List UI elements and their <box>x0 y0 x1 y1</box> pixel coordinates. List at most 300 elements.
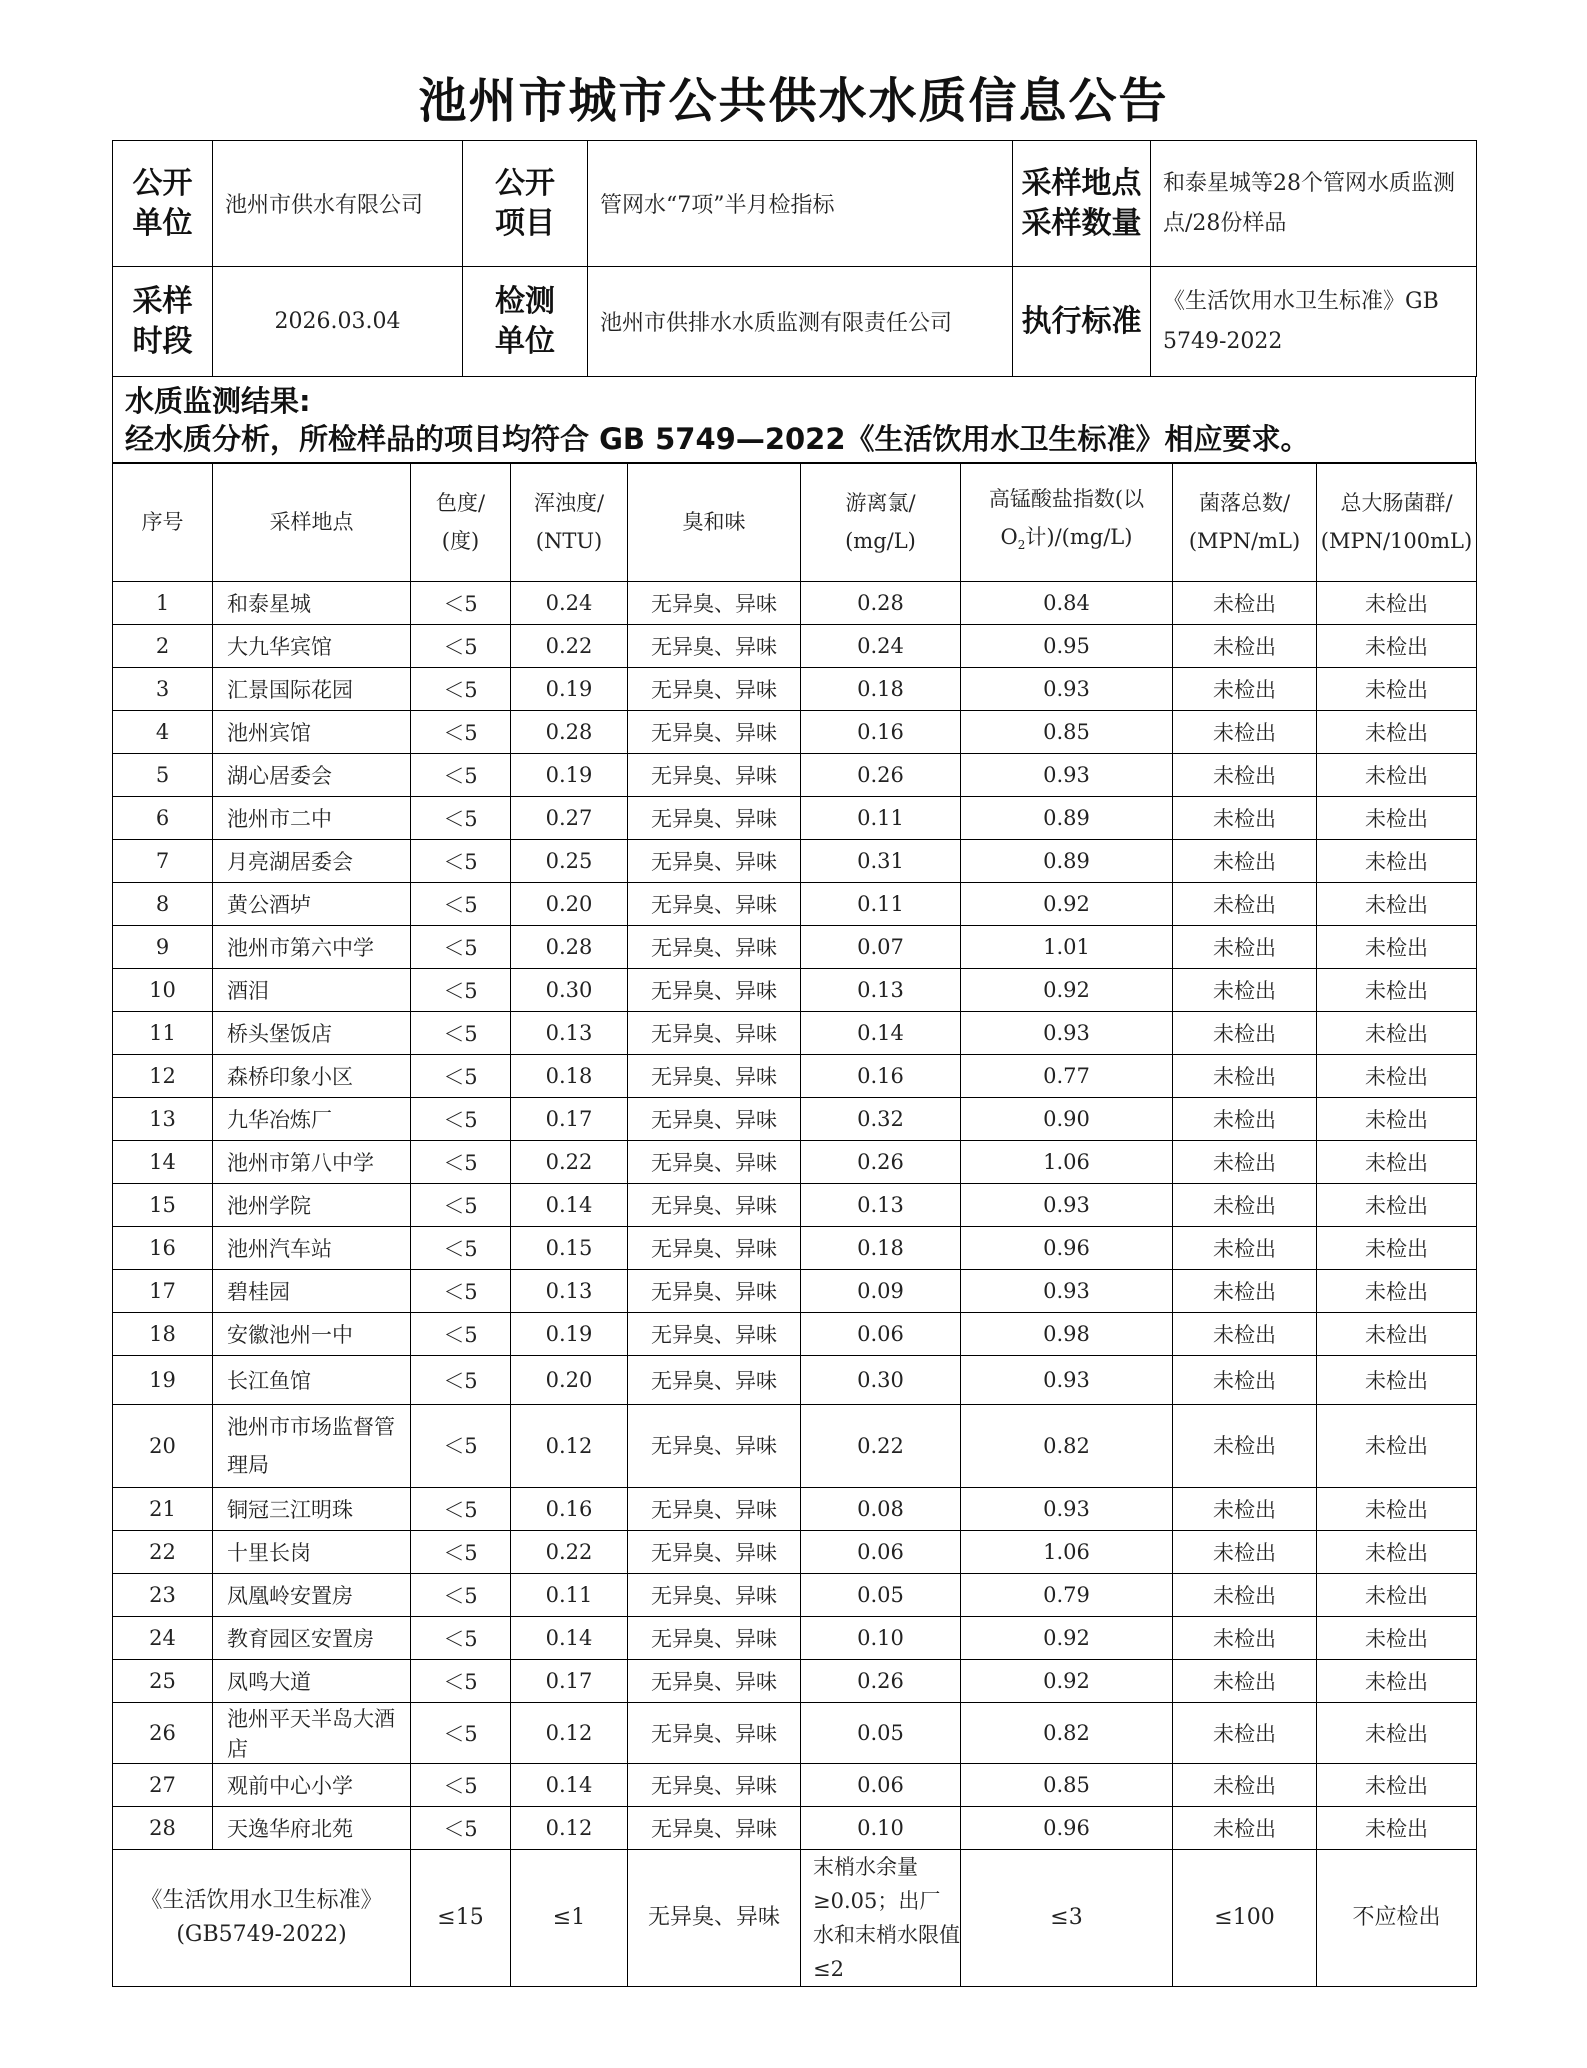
row-chlorine: 0.09 <box>801 1270 961 1313</box>
row-odor: 无异臭、异味 <box>628 1574 801 1617</box>
row-index: 19 <box>113 1356 213 1405</box>
row-color: ＜5 <box>411 840 511 883</box>
row-color: ＜5 <box>411 926 511 969</box>
row-coliform: 未检出 <box>1317 582 1477 625</box>
row-index: 7 <box>113 840 213 883</box>
row-index: 10 <box>113 969 213 1012</box>
row-permanganate: 0.89 <box>961 840 1173 883</box>
row-odor: 无异臭、异味 <box>628 711 801 754</box>
row-index: 17 <box>113 1270 213 1313</box>
disclosure-unit-label: 公开 单位 <box>113 141 213 267</box>
row-coliform: 未检出 <box>1317 1227 1477 1270</box>
row-coliform: 未检出 <box>1317 797 1477 840</box>
row-color: ＜5 <box>411 1055 511 1098</box>
row-chlorine: 0.06 <box>801 1764 961 1807</box>
row-chlorine: 0.22 <box>801 1405 961 1488</box>
row-odor: 无异臭、异味 <box>628 582 801 625</box>
row-coliform: 未检出 <box>1317 1703 1477 1764</box>
table-row <box>113 1488 1477 1531</box>
table-row <box>113 1807 1477 1850</box>
row-colony: 未检出 <box>1173 1488 1317 1531</box>
row-permanganate: 0.77 <box>961 1055 1173 1098</box>
row-permanganate: 0.93 <box>961 1184 1173 1227</box>
col-header-coliform: 总大肠菌群/ (MPN/100mL) <box>1317 463 1477 582</box>
table-row <box>113 797 1477 840</box>
row-color: ＜5 <box>411 1356 511 1405</box>
row-location: 教育园区安置房 <box>213 1617 411 1660</box>
row-chlorine: 0.10 <box>801 1807 961 1850</box>
row-colony: 未检出 <box>1173 711 1317 754</box>
row-location: 湖心居委会 <box>213 754 411 797</box>
row-location: 月亮湖居委会 <box>213 840 411 883</box>
row-turbidity: 0.14 <box>511 1617 628 1660</box>
row-color: ＜5 <box>411 1764 511 1807</box>
row-coliform: 未检出 <box>1317 668 1477 711</box>
row-permanganate: 0.85 <box>961 1764 1173 1807</box>
row-chlorine: 0.28 <box>801 582 961 625</box>
table-row <box>113 1660 1477 1703</box>
row-permanganate: 1.06 <box>961 1141 1173 1184</box>
row-turbidity: 0.12 <box>511 1405 628 1488</box>
row-location: 酒泪 <box>213 969 411 1012</box>
row-odor: 无异臭、异味 <box>628 1227 801 1270</box>
row-coliform: 未检出 <box>1317 1531 1477 1574</box>
row-location: 铜冠三江明珠 <box>213 1488 411 1531</box>
limit-color: ≤15 <box>411 1850 511 1987</box>
row-location: 池州平天半岛大酒店 <box>213 1703 411 1764</box>
row-coliform: 未检出 <box>1317 1184 1477 1227</box>
sampling-period: 2026.03.04 <box>213 267 463 377</box>
row-color: ＜5 <box>411 883 511 926</box>
row-color: ＜5 <box>411 1488 511 1531</box>
row-chlorine: 0.13 <box>801 969 961 1012</box>
row-chlorine: 0.24 <box>801 625 961 668</box>
row-turbidity: 0.22 <box>511 1531 628 1574</box>
row-index: 28 <box>113 1807 213 1850</box>
row-index: 5 <box>113 754 213 797</box>
row-odor: 无异臭、异味 <box>628 668 801 711</box>
row-index: 11 <box>113 1012 213 1055</box>
row-coliform: 未检出 <box>1317 1807 1477 1850</box>
row-colony: 未检出 <box>1173 1531 1317 1574</box>
row-index: 24 <box>113 1617 213 1660</box>
row-turbidity: 0.12 <box>511 1703 628 1764</box>
row-index: 18 <box>113 1313 213 1356</box>
row-location: 池州市第八中学 <box>213 1141 411 1184</box>
row-turbidity: 0.11 <box>511 1574 628 1617</box>
row-turbidity: 0.12 <box>511 1807 628 1850</box>
row-colony: 未检出 <box>1173 1055 1317 1098</box>
row-index: 3 <box>113 668 213 711</box>
row-permanganate: 0.96 <box>961 1227 1173 1270</box>
sampling-period-label: 采样 时段 <box>113 267 213 377</box>
row-permanganate: 0.82 <box>961 1703 1173 1764</box>
col-header-color: 色度/ (度) <box>411 463 511 582</box>
row-chlorine: 0.14 <box>801 1012 961 1055</box>
row-permanganate: 0.93 <box>961 1356 1173 1405</box>
row-location: 九华冶炼厂 <box>213 1098 411 1141</box>
row-color: ＜5 <box>411 1703 511 1764</box>
row-location: 观前中心小学 <box>213 1764 411 1807</box>
row-coliform: 未检出 <box>1317 1405 1477 1488</box>
row-location: 和泰星城 <box>213 582 411 625</box>
row-permanganate: 0.96 <box>961 1807 1173 1850</box>
row-chlorine: 0.16 <box>801 1055 961 1098</box>
row-odor: 无异臭、异味 <box>628 797 801 840</box>
row-coliform: 未检出 <box>1317 1488 1477 1531</box>
row-colony: 未检出 <box>1173 1807 1317 1850</box>
row-colony: 未检出 <box>1173 1098 1317 1141</box>
row-colony: 未检出 <box>1173 926 1317 969</box>
table-row <box>113 754 1477 797</box>
row-odor: 无异臭、异味 <box>628 1012 801 1055</box>
row-colony: 未检出 <box>1173 1764 1317 1807</box>
row-chlorine: 0.30 <box>801 1356 961 1405</box>
table-row <box>113 969 1477 1012</box>
table-row <box>113 1405 1477 1488</box>
row-index: 1 <box>113 582 213 625</box>
row-permanganate: 0.84 <box>961 582 1173 625</box>
row-location: 池州学院 <box>213 1184 411 1227</box>
limit-colony: ≤100 <box>1173 1850 1317 1987</box>
row-odor: 无异臭、异味 <box>628 1531 801 1574</box>
limit-permanganate: ≤3 <box>961 1850 1173 1987</box>
row-coliform: 未检出 <box>1317 1012 1477 1055</box>
row-color: ＜5 <box>411 797 511 840</box>
row-colony: 未检出 <box>1173 668 1317 711</box>
row-turbidity: 0.28 <box>511 926 628 969</box>
disclosure-item: 管网水“7项”半月检指标 <box>588 141 1013 267</box>
row-location: 桥头堡饭店 <box>213 1012 411 1055</box>
row-colony: 未检出 <box>1173 1405 1317 1488</box>
row-permanganate: 0.98 <box>961 1313 1173 1356</box>
row-color: ＜5 <box>411 969 511 1012</box>
row-chlorine: 0.10 <box>801 1617 961 1660</box>
row-colony: 未检出 <box>1173 1270 1317 1313</box>
table-row <box>113 1703 1477 1764</box>
standard-value: 《生活饮用水卫生标准》GB 5749-2022 <box>1151 267 1477 377</box>
row-coliform: 未检出 <box>1317 1055 1477 1098</box>
result-heading: 水质监测结果: <box>125 384 311 418</box>
row-color: ＜5 <box>411 1574 511 1617</box>
row-turbidity: 0.20 <box>511 883 628 926</box>
table-row <box>113 883 1477 926</box>
row-location: 碧桂园 <box>213 1270 411 1313</box>
row-location: 池州市二中 <box>213 797 411 840</box>
row-permanganate: 0.82 <box>961 1405 1173 1488</box>
row-permanganate: 0.93 <box>961 754 1173 797</box>
standard-label: 执行标准 <box>1013 267 1151 377</box>
row-permanganate: 0.92 <box>961 969 1173 1012</box>
row-chlorine: 0.16 <box>801 711 961 754</box>
page-title: 池州市城市公共供水水质信息公告 <box>418 73 1169 129</box>
row-index: 22 <box>113 1531 213 1574</box>
table-row <box>113 1531 1477 1574</box>
row-colony: 未检出 <box>1173 840 1317 883</box>
row-colony: 未检出 <box>1173 754 1317 797</box>
result-block <box>113 377 1476 464</box>
row-chlorine: 0.26 <box>801 1660 961 1703</box>
testing-unit: 池州市供排水水质监测有限责任公司 <box>588 267 1013 377</box>
row-location: 大九华宾馆 <box>213 625 411 668</box>
row-index: 23 <box>113 1574 213 1617</box>
row-color: ＜5 <box>411 1227 511 1270</box>
row-odor: 无异臭、异味 <box>628 1356 801 1405</box>
row-location: 十里长岗 <box>213 1531 411 1574</box>
row-colony: 未检出 <box>1173 1012 1317 1055</box>
row-odor: 无异臭、异味 <box>628 1807 801 1850</box>
row-turbidity: 0.25 <box>511 840 628 883</box>
row-odor: 无异臭、异味 <box>628 1488 801 1531</box>
row-odor: 无异臭、异味 <box>628 1098 801 1141</box>
row-color: ＜5 <box>411 1617 511 1660</box>
row-location: 池州市市场监督管理局 <box>213 1405 411 1488</box>
table-row <box>113 625 1477 668</box>
row-turbidity: 0.22 <box>511 1141 628 1184</box>
row-permanganate: 0.89 <box>961 797 1173 840</box>
row-color: ＜5 <box>411 711 511 754</box>
row-index: 14 <box>113 1141 213 1184</box>
row-index: 6 <box>113 797 213 840</box>
row-odor: 无异臭、异味 <box>628 883 801 926</box>
table-row <box>113 1764 1477 1807</box>
row-turbidity: 0.22 <box>511 625 628 668</box>
row-permanganate: 0.85 <box>961 711 1173 754</box>
row-chlorine: 0.18 <box>801 668 961 711</box>
result-summary: 经水质分析，所检样品的项目均符合 GB 5749—2022《生活饮用水卫生标准》相应要求。 <box>125 422 1310 456</box>
row-coliform: 未检出 <box>1317 883 1477 926</box>
row-chlorine: 0.26 <box>801 1141 961 1184</box>
row-index: 8 <box>113 883 213 926</box>
row-turbidity: 0.30 <box>511 969 628 1012</box>
row-chlorine: 0.05 <box>801 1703 961 1764</box>
row-color: ＜5 <box>411 1012 511 1055</box>
col-header-odor: 臭和味 <box>628 463 801 582</box>
table-row <box>113 1012 1477 1055</box>
row-coliform: 未检出 <box>1317 754 1477 797</box>
row-index: 12 <box>113 1055 213 1098</box>
row-colony: 未检出 <box>1173 883 1317 926</box>
row-chlorine: 0.13 <box>801 1184 961 1227</box>
row-odor: 无异臭、异味 <box>628 1184 801 1227</box>
row-index: 26 <box>113 1703 213 1764</box>
row-turbidity: 0.14 <box>511 1764 628 1807</box>
row-permanganate: 0.93 <box>961 1270 1173 1313</box>
row-permanganate: 0.93 <box>961 668 1173 711</box>
table-row <box>113 1574 1477 1617</box>
row-location: 池州市第六中学 <box>213 926 411 969</box>
col-header-chlorine: 游离氯/ (mg/L) <box>801 463 961 582</box>
row-odor: 无异臭、异味 <box>628 1313 801 1356</box>
table-row <box>113 840 1477 883</box>
row-coliform: 未检出 <box>1317 625 1477 668</box>
row-chlorine: 0.18 <box>801 1227 961 1270</box>
row-turbidity: 0.18 <box>511 1055 628 1098</box>
row-odor: 无异臭、异味 <box>628 625 801 668</box>
row-colony: 未检出 <box>1173 1227 1317 1270</box>
row-color: ＜5 <box>411 1405 511 1488</box>
row-coliform: 未检出 <box>1317 1764 1477 1807</box>
row-colony: 未检出 <box>1173 582 1317 625</box>
table-row <box>113 1313 1477 1356</box>
row-index: 16 <box>113 1227 213 1270</box>
row-color: ＜5 <box>411 668 511 711</box>
limit-turbidity: ≤1 <box>511 1850 628 1987</box>
row-location: 凤鸣大道 <box>213 1660 411 1703</box>
row-color: ＜5 <box>411 1184 511 1227</box>
row-odor: 无异臭、异味 <box>628 1617 801 1660</box>
table-row <box>113 926 1477 969</box>
row-coliform: 未检出 <box>1317 969 1477 1012</box>
row-index: 27 <box>113 1764 213 1807</box>
row-index: 25 <box>113 1660 213 1703</box>
row-chlorine: 0.11 <box>801 797 961 840</box>
standard-row-label: 《生活饮用水卫生标准》 (GB5749-2022) <box>113 1850 411 1987</box>
row-chlorine: 0.32 <box>801 1098 961 1141</box>
row-location: 汇景国际花园 <box>213 668 411 711</box>
row-coliform: 未检出 <box>1317 1098 1477 1141</box>
row-location: 长江鱼馆 <box>213 1356 411 1405</box>
row-permanganate: 0.95 <box>961 625 1173 668</box>
row-location: 黄公酒垆 <box>213 883 411 926</box>
row-index: 13 <box>113 1098 213 1141</box>
table-row <box>113 1184 1477 1227</box>
row-turbidity: 0.27 <box>511 797 628 840</box>
row-color: ＜5 <box>411 582 511 625</box>
row-colony: 未检出 <box>1173 1617 1317 1660</box>
col-header-permanganate: 高锰酸盐指数(以 $O_2$计)/(mg/L) <box>961 463 1173 582</box>
row-coliform: 未检出 <box>1317 1313 1477 1356</box>
table-row <box>113 1098 1477 1141</box>
row-colony: 未检出 <box>1173 969 1317 1012</box>
row-color: ＜5 <box>411 625 511 668</box>
row-odor: 无异臭、异味 <box>628 969 801 1012</box>
row-colony: 未检出 <box>1173 1313 1317 1356</box>
row-chlorine: 0.06 <box>801 1313 961 1356</box>
disclosure-unit: 池州市供水有限公司 <box>213 141 463 267</box>
row-coliform: 未检出 <box>1317 1270 1477 1313</box>
row-colony: 未检出 <box>1173 797 1317 840</box>
row-permanganate: 0.93 <box>961 1488 1173 1531</box>
row-color: ＜5 <box>411 1270 511 1313</box>
row-index: 2 <box>113 625 213 668</box>
result-section <box>112 376 1476 464</box>
row-odor: 无异臭、异味 <box>628 1141 801 1184</box>
row-location: 森桥印象小区 <box>213 1055 411 1098</box>
row-odor: 无异臭、异味 <box>628 1405 801 1488</box>
row-permanganate: 1.06 <box>961 1531 1173 1574</box>
row-permanganate: 1.01 <box>961 926 1173 969</box>
row-colony: 未检出 <box>1173 1574 1317 1617</box>
row-odor: 无异臭、异味 <box>628 1270 801 1313</box>
row-odor: 无异臭、异味 <box>628 1764 801 1807</box>
table-row <box>113 668 1477 711</box>
row-coliform: 未检出 <box>1317 1574 1477 1617</box>
row-turbidity: 0.13 <box>511 1270 628 1313</box>
row-location: 池州宾馆 <box>213 711 411 754</box>
standard-limits-row <box>113 1850 1477 1987</box>
row-index: 20 <box>113 1405 213 1488</box>
row-color: ＜5 <box>411 1531 511 1574</box>
row-coliform: 未检出 <box>1317 1617 1477 1660</box>
row-colony: 未检出 <box>1173 1356 1317 1405</box>
table-header-row <box>113 463 1477 582</box>
col-header-location: 采样地点 <box>213 463 411 582</box>
limit-chlorine: 末梢水余量≥0.05；出厂水和末梢水限值≤2 <box>801 1850 961 1987</box>
table-row <box>113 711 1477 754</box>
row-turbidity: 0.17 <box>511 1660 628 1703</box>
sampling-sites: 和泰星城等28个管网水质监测点/28份样品 <box>1151 141 1477 267</box>
row-colony: 未检出 <box>1173 1184 1317 1227</box>
row-turbidity: 0.13 <box>511 1012 628 1055</box>
row-location: 池州汽车站 <box>213 1227 411 1270</box>
row-chlorine: 0.08 <box>801 1488 961 1531</box>
row-permanganate: 0.92 <box>961 883 1173 926</box>
row-odor: 无异臭、异味 <box>628 754 801 797</box>
row-turbidity: 0.20 <box>511 1356 628 1405</box>
table-row <box>113 1055 1477 1098</box>
row-permanganate: 0.93 <box>961 1012 1173 1055</box>
sampling-sites-label: 采样地点 采样数量 <box>1013 141 1151 267</box>
row-odor: 无异臭、异味 <box>628 1055 801 1098</box>
col-header-index: 序号 <box>113 463 213 582</box>
table-row <box>113 1356 1477 1405</box>
row-turbidity: 0.28 <box>511 711 628 754</box>
row-chlorine: 0.06 <box>801 1531 961 1574</box>
row-index: 15 <box>113 1184 213 1227</box>
row-odor: 无异臭、异味 <box>628 840 801 883</box>
row-coliform: 未检出 <box>1317 1660 1477 1703</box>
row-color: ＜5 <box>411 1660 511 1703</box>
row-location: 安徽池州一中 <box>213 1313 411 1356</box>
row-chlorine: 0.11 <box>801 883 961 926</box>
row-color: ＜5 <box>411 1098 511 1141</box>
limit-coliform: 不应检出 <box>1317 1850 1477 1987</box>
row-colony: 未检出 <box>1173 625 1317 668</box>
testing-unit-label: 检测 单位 <box>463 267 588 377</box>
row-turbidity: 0.17 <box>511 1098 628 1141</box>
row-chlorine: 0.31 <box>801 840 961 883</box>
row-color: ＜5 <box>411 1807 511 1850</box>
row-turbidity: 0.19 <box>511 754 628 797</box>
row-index: 9 <box>113 926 213 969</box>
row-coliform: 未检出 <box>1317 926 1477 969</box>
row-permanganate: 0.79 <box>961 1574 1173 1617</box>
table-row <box>113 1227 1477 1270</box>
row-location: 天逸华府北苑 <box>213 1807 411 1850</box>
row-permanganate: 0.90 <box>961 1098 1173 1141</box>
row-index: 4 <box>113 711 213 754</box>
row-colony: 未检出 <box>1173 1660 1317 1703</box>
row-turbidity: 0.19 <box>511 668 628 711</box>
results-table <box>112 462 1477 1987</box>
row-chlorine: 0.07 <box>801 926 961 969</box>
row-turbidity: 0.16 <box>511 1488 628 1531</box>
row-turbidity: 0.19 <box>511 1313 628 1356</box>
col-header-turbidity: 浑浊度/ (NTU) <box>511 463 628 582</box>
row-color: ＜5 <box>411 754 511 797</box>
row-coliform: 未检出 <box>1317 840 1477 883</box>
info-table <box>112 140 1477 377</box>
row-location: 凤凰岭安置房 <box>213 1574 411 1617</box>
table-row <box>113 1617 1477 1660</box>
row-odor: 无异臭、异味 <box>628 1660 801 1703</box>
row-colony: 未检出 <box>1173 1141 1317 1184</box>
row-colony: 未检出 <box>1173 1703 1317 1764</box>
col-header-colony: 菌落总数/ (MPN/mL) <box>1173 463 1317 582</box>
row-color: ＜5 <box>411 1141 511 1184</box>
row-permanganate: 0.92 <box>961 1617 1173 1660</box>
